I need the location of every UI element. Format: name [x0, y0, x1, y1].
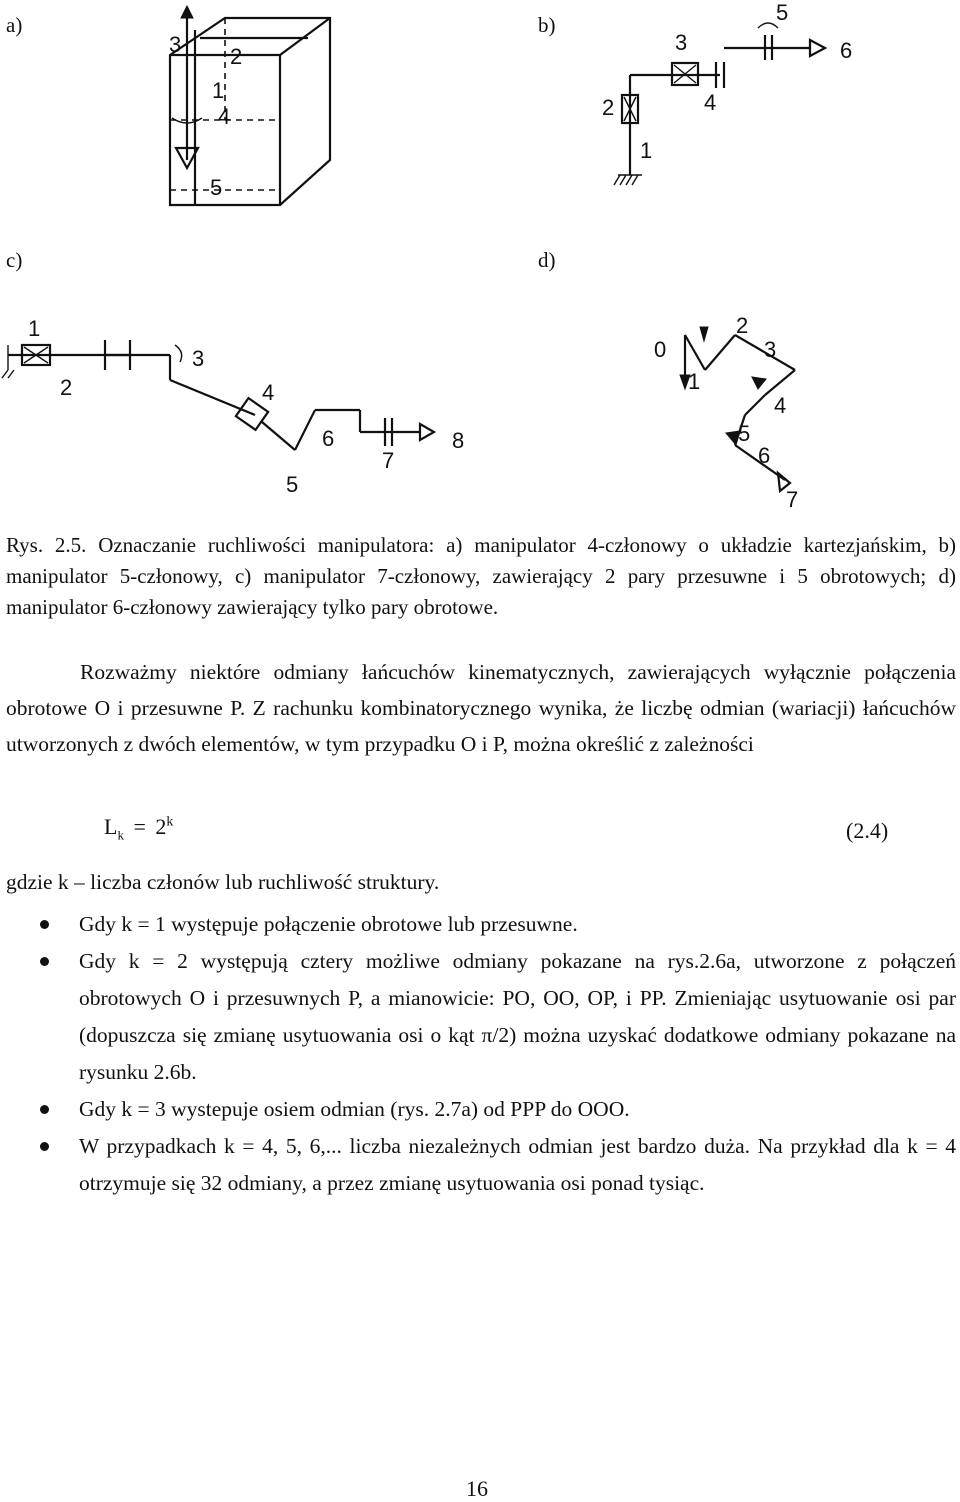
body-paragraph — [6, 654, 956, 762]
diagram-panel-a — [140, 0, 340, 215]
label-0: 0 — [654, 337, 667, 362]
bullet-icon — [40, 1142, 49, 1151]
label-5: 5 — [286, 472, 299, 497]
label-3: 3 — [675, 30, 688, 55]
label-7: 7 — [382, 448, 395, 473]
bullet-icon — [40, 920, 49, 929]
formula-lhs-subscript: k — [117, 827, 124, 843]
label-4: 4 — [218, 104, 231, 129]
label-3: 3 — [764, 337, 777, 362]
label-3: 3 — [192, 346, 205, 371]
label-3: 3 — [169, 32, 182, 57]
equation-number: (2.4) — [846, 818, 889, 843]
diagram-panel-b — [600, 0, 870, 205]
formula-lhs: L — [104, 814, 118, 839]
label-7: 7 — [786, 487, 799, 512]
bullet-list — [0, 906, 956, 1202]
label-6: 6 — [322, 426, 335, 451]
label-6: 6 — [840, 38, 853, 63]
label-4: 4 — [774, 393, 787, 418]
label-5: 5 — [210, 175, 223, 200]
panel-label-d: d) — [538, 248, 556, 272]
list-item: Gdy k = 1 występuje połączenie obrotowe lub przesuwne. — [0, 906, 956, 943]
label-1: 1 — [688, 369, 701, 394]
label-2: 2 — [602, 95, 615, 120]
list-item: Gdy k = 3 wystepuje osiem odmian (rys. 2.7a) od PPP do OOO. — [0, 1091, 956, 1128]
label-2: 2 — [60, 375, 73, 400]
list-item: Gdy k = 2 występują cztery możliwe odmiany pokazane na rys.2.6a, utworzone z połączeń obrotowych O i przesuwnych P, a mianowicie: PO, OO, OP, i PP. Zmieniając usytuowanie osi par (dopuszcza się zmianę usytuowania osi o kąt π/2) można uzyskać dodatkowe odmiany pokazane na rysunku 2.6b. — [0, 943, 956, 1091]
panel-label-c: c) — [6, 248, 23, 272]
label-4: 4 — [704, 90, 717, 115]
definition-line: gdzie k – liczba członów lub ruchliwość struktury. — [6, 870, 440, 894]
label-2: 2 — [736, 313, 749, 338]
vertical-axis-arrow — [181, 6, 193, 95]
label-1: 1 — [212, 78, 225, 103]
label-2: 2 — [230, 44, 243, 69]
label-6: 6 — [758, 443, 771, 468]
label-5: 5 — [738, 421, 751, 446]
formula-base: 2 — [155, 814, 167, 839]
gripper-symbol — [810, 40, 825, 56]
paragraph-text: Rozważmy niektóre odmiany łańcuchów kinematycznych, zawierających wyłącznie połączenia obrotowe O i przesuwne P. Z rachunku kombinatorycznego wynika, że liczbę odmian (wariacji) łańcuchów utworzonych z dwóch elementów, w tym przypadku O i P, można określić z zależności — [6, 660, 956, 756]
list-item: W przypadkach k = 4, 5, 6,... liczba niezależnych odmian jest bardzo duża. Na przykład dla k = 4 otrzymuje się 32 odmiany, a przez zmianę usytuowania osi ponad tysiąc. — [0, 1128, 956, 1202]
base-ground-icon — [2, 345, 14, 378]
cube-outline — [170, 18, 330, 205]
formula-equals: = — [133, 814, 146, 839]
rotation-arrow — [758, 23, 778, 28]
label-8: 8 — [452, 428, 465, 453]
gripper-symbol — [420, 424, 434, 440]
base-ground-icon — [614, 175, 642, 185]
diagram-panel-c — [0, 300, 480, 500]
gripper-symbol — [172, 95, 202, 168]
label-1: 1 — [640, 138, 653, 163]
rotation-arrow — [175, 345, 182, 362]
label-4: 4 — [262, 380, 275, 405]
diagram-panel-d — [640, 305, 820, 515]
bullet-icon — [40, 957, 49, 966]
label-1: 1 — [28, 316, 41, 341]
formula-exponent: k — [166, 814, 174, 830]
label-5: 5 — [776, 0, 789, 25]
figure-caption: Rys. 2.5. Oznaczanie ruchliwości manipulatora: a) manipulator 4-członowy o układzie kartezjańskim, b) manipulator 5-członowy, c) manipulator 7-członowy, zawierający 2 pary przesuwne i 5 obrotowych; d) manipulator 6-członowy zawierający tylko pary obrotowe. — [6, 533, 956, 619]
formula — [104, 814, 173, 843]
panel-label-a: a) — [6, 13, 23, 37]
page-number: 16 — [466, 1476, 488, 1501]
panel-label-b: b) — [538, 13, 556, 37]
bullet-icon — [40, 1105, 49, 1114]
